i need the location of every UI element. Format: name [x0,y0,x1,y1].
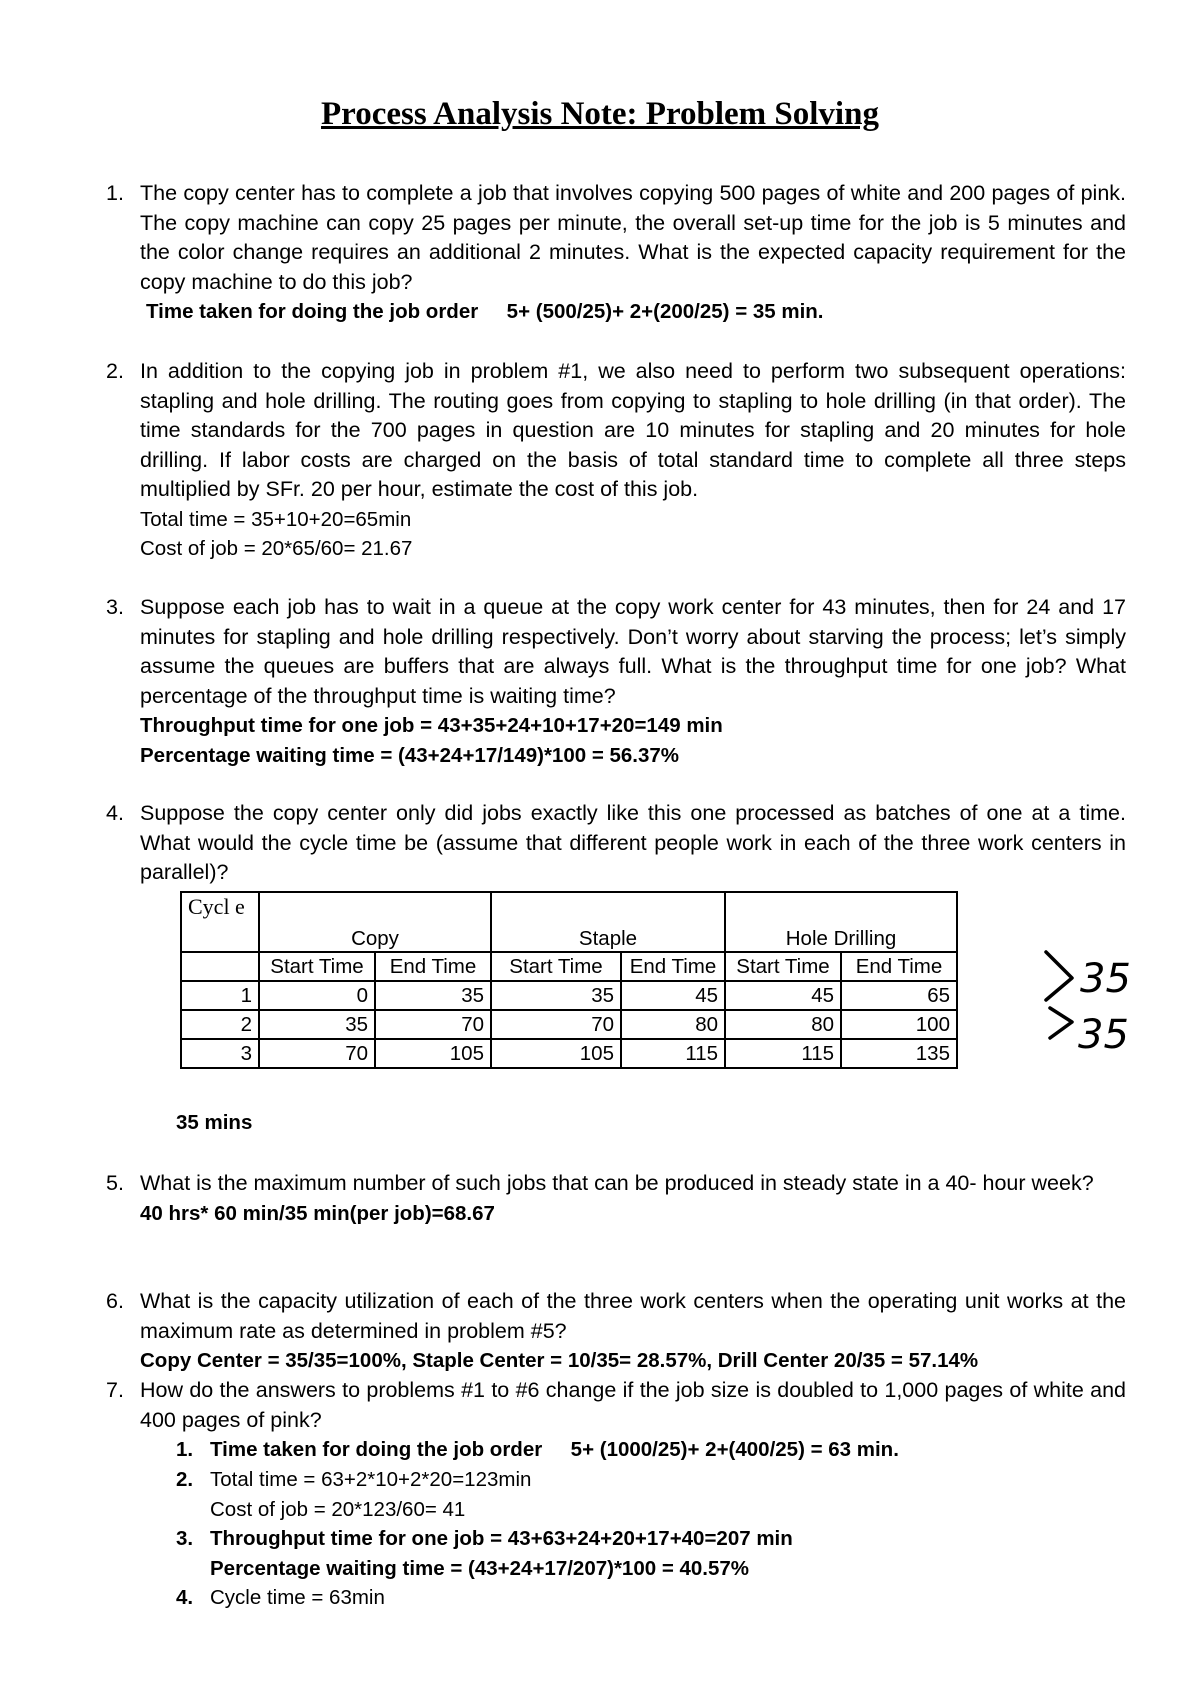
answer-line: Cycle time = 63min [210,1586,385,1609]
table-cell: 115 [725,1039,841,1068]
answer-line: Copy Center = 35/35=100%, Staple Center = 10/35= 28.57%, Drill Center 20/35 = 57.14% [140,1349,979,1372]
table-cell: 0 [259,981,375,1010]
answer-line: Cost of job = 20*123/60= 41 [210,1497,466,1521]
answer-line: 40 hrs* 60 min/35 min(per job)=68.67 [140,1201,495,1225]
answer-line: Total time = 35+10+20=65min [140,507,412,531]
answer-line: Total time = 63+2*10+2*20=123min [210,1468,532,1491]
question-number: 2. [106,359,124,383]
table-cell: 35 [491,981,621,1010]
answer-line: Throughput time for one job = 43+63+24+20+17+40=207 min [210,1527,793,1550]
answer-line: 35 mins [176,1111,253,1134]
table-cell: 70 [259,1039,375,1068]
table-row [181,1039,957,1068]
table-cell: 115 [621,1039,725,1068]
table-cell [181,952,259,981]
table-cell: 105 [491,1039,621,1068]
question-1 [106,179,1126,327]
question-text: In addition to the copying job in problem #1, we also need to perform two subsequent operations: stapling and hole drilling. The routing goes from copying to stapling to hole drilling (in that order). The time standards for the 700 pages in question are 10 minutes for stapling and 20 minutes for hole drilling. If labor costs are charged on the basis of total standard time to complete all three steps multiplied by SFr. 20 per hour, estimate the cost of this job. [140,359,1126,501]
table-cell: 3 [181,1039,259,1068]
cycle-time-table [180,891,958,1069]
question-text: Suppose each job has to wait in a queue at the copy work center for 43 minutes, then for 24 and 17 minutes for stapling and hole drilling respectively. Don’t worry about starving the process; let’s simply assume the queues are buffers that are always full. What is the throughput time for one job? What percentage of the throughput time is waiting time? [140,595,1126,708]
answer-line: Cost of job = 20*65/60= 21.67 [140,537,413,560]
table-cell: 70 [491,1010,621,1039]
sub-answer-number: 4. [176,1586,194,1609]
table-cell: 65 [841,981,957,1010]
answer-line: Throughput time for one job = 43+35+24+10+17+20=149 min [140,714,723,737]
question-number: 6. [106,1289,124,1313]
question-text: Suppose the copy center only did jobs exactly like this one processed as batches of one at a time. What would the cycle time be (assume that different people work in each of the three work centers in parallel)? [140,801,1126,884]
answer-line: Percentage waiting time = (43+24+17/207)*100 = 40.57% [210,1556,750,1580]
table-group-header: Copy [259,892,491,952]
question-text: The copy center has to complete a job that involves copying 500 pages of white and 200 pages of pink. The copy machine can copy 25 pages per minute, the overall set-up time for the job is 5 minutes and the color change requires an additional 2 minutes. What is the expected capacity requirement for the copy machine to do this job? [140,181,1126,294]
answer-line: Time taken for doing the job order 5+ (500/25)+ 2+(200/25) = 35 min. [146,300,824,323]
question-text: What is the capacity utilization of each of the three work centers when the operating unit works at the maximum rate as determined in problem #5? [140,1289,1126,1343]
table-subheader: Start Time [491,952,621,981]
page-title: Process Analysis Note: Problem Solving [321,96,879,132]
table-subheader: End Time [841,952,957,981]
question-text: What is the maximum number of such jobs that can be produced in steady state in a 40- hour week? [140,1171,1094,1195]
question-7 [106,1376,1126,1435]
table-row [181,981,957,1010]
table-cell: 35 [259,1010,375,1039]
table-cell: 80 [725,1010,841,1039]
question-number: 5. [106,1171,124,1195]
table-group-header: Staple [491,892,725,952]
question-6 [106,1287,1126,1376]
sub-answer-1 [176,1435,1110,1465]
question-4 [106,799,1126,888]
bracket-mark [1046,952,1072,1000]
question-number: 1. [106,181,124,205]
table-row [181,1010,957,1039]
sub-answer-4 [176,1583,1110,1613]
table-subheader: End Time [375,952,491,981]
question-text: How do the answers to problems #1 to #6 change if the job size is doubled to 1,000 pages of white and 400 pages of pink? [140,1378,1126,1432]
question-number: 7. [106,1378,124,1402]
answer-line: Percentage waiting time = (43+24+17/149)*100 = 56.37% [140,743,680,767]
table-subheader: Start Time [725,952,841,981]
answer-line: Time taken for doing the job order 5+ (1000/25)+ 2+(400/25) = 63 min. [210,1438,899,1461]
table-cell: 45 [725,981,841,1010]
table-cell: 80 [621,1010,725,1039]
table-cell: 135 [841,1039,957,1068]
table-cell: 2 [181,1010,259,1039]
bracket-mark [1050,1008,1072,1038]
handwritten-note: 35 [1078,1012,1129,1058]
sub-answer-number: 2. [176,1468,194,1491]
question-2 [106,357,1126,564]
table-cell: 35 [375,981,491,1010]
table-cell: 45 [621,981,725,1010]
sub-answer-number: 1. [176,1438,194,1461]
table-corner-label: Cycl e [181,892,259,952]
table-cell: 70 [375,1010,491,1039]
table-cell: 105 [375,1039,491,1068]
sub-answer-2 [176,1465,1110,1524]
table-cell: 1 [181,981,259,1010]
sub-answer-number: 3. [176,1527,194,1550]
table-cell: 100 [841,1010,957,1039]
handwritten-note: 35 [1080,956,1131,1002]
question-number: 4. [106,801,124,825]
handwritten-annotation [1040,950,1160,1080]
table-subheader: End Time [621,952,725,981]
table-group-header: Hole Drilling [725,892,957,952]
table-subheader: Start Time [259,952,375,981]
question-5 [106,1169,1126,1228]
question-number: 3. [106,595,124,619]
question-3 [106,593,1126,770]
sub-answer-3 [176,1524,1110,1583]
